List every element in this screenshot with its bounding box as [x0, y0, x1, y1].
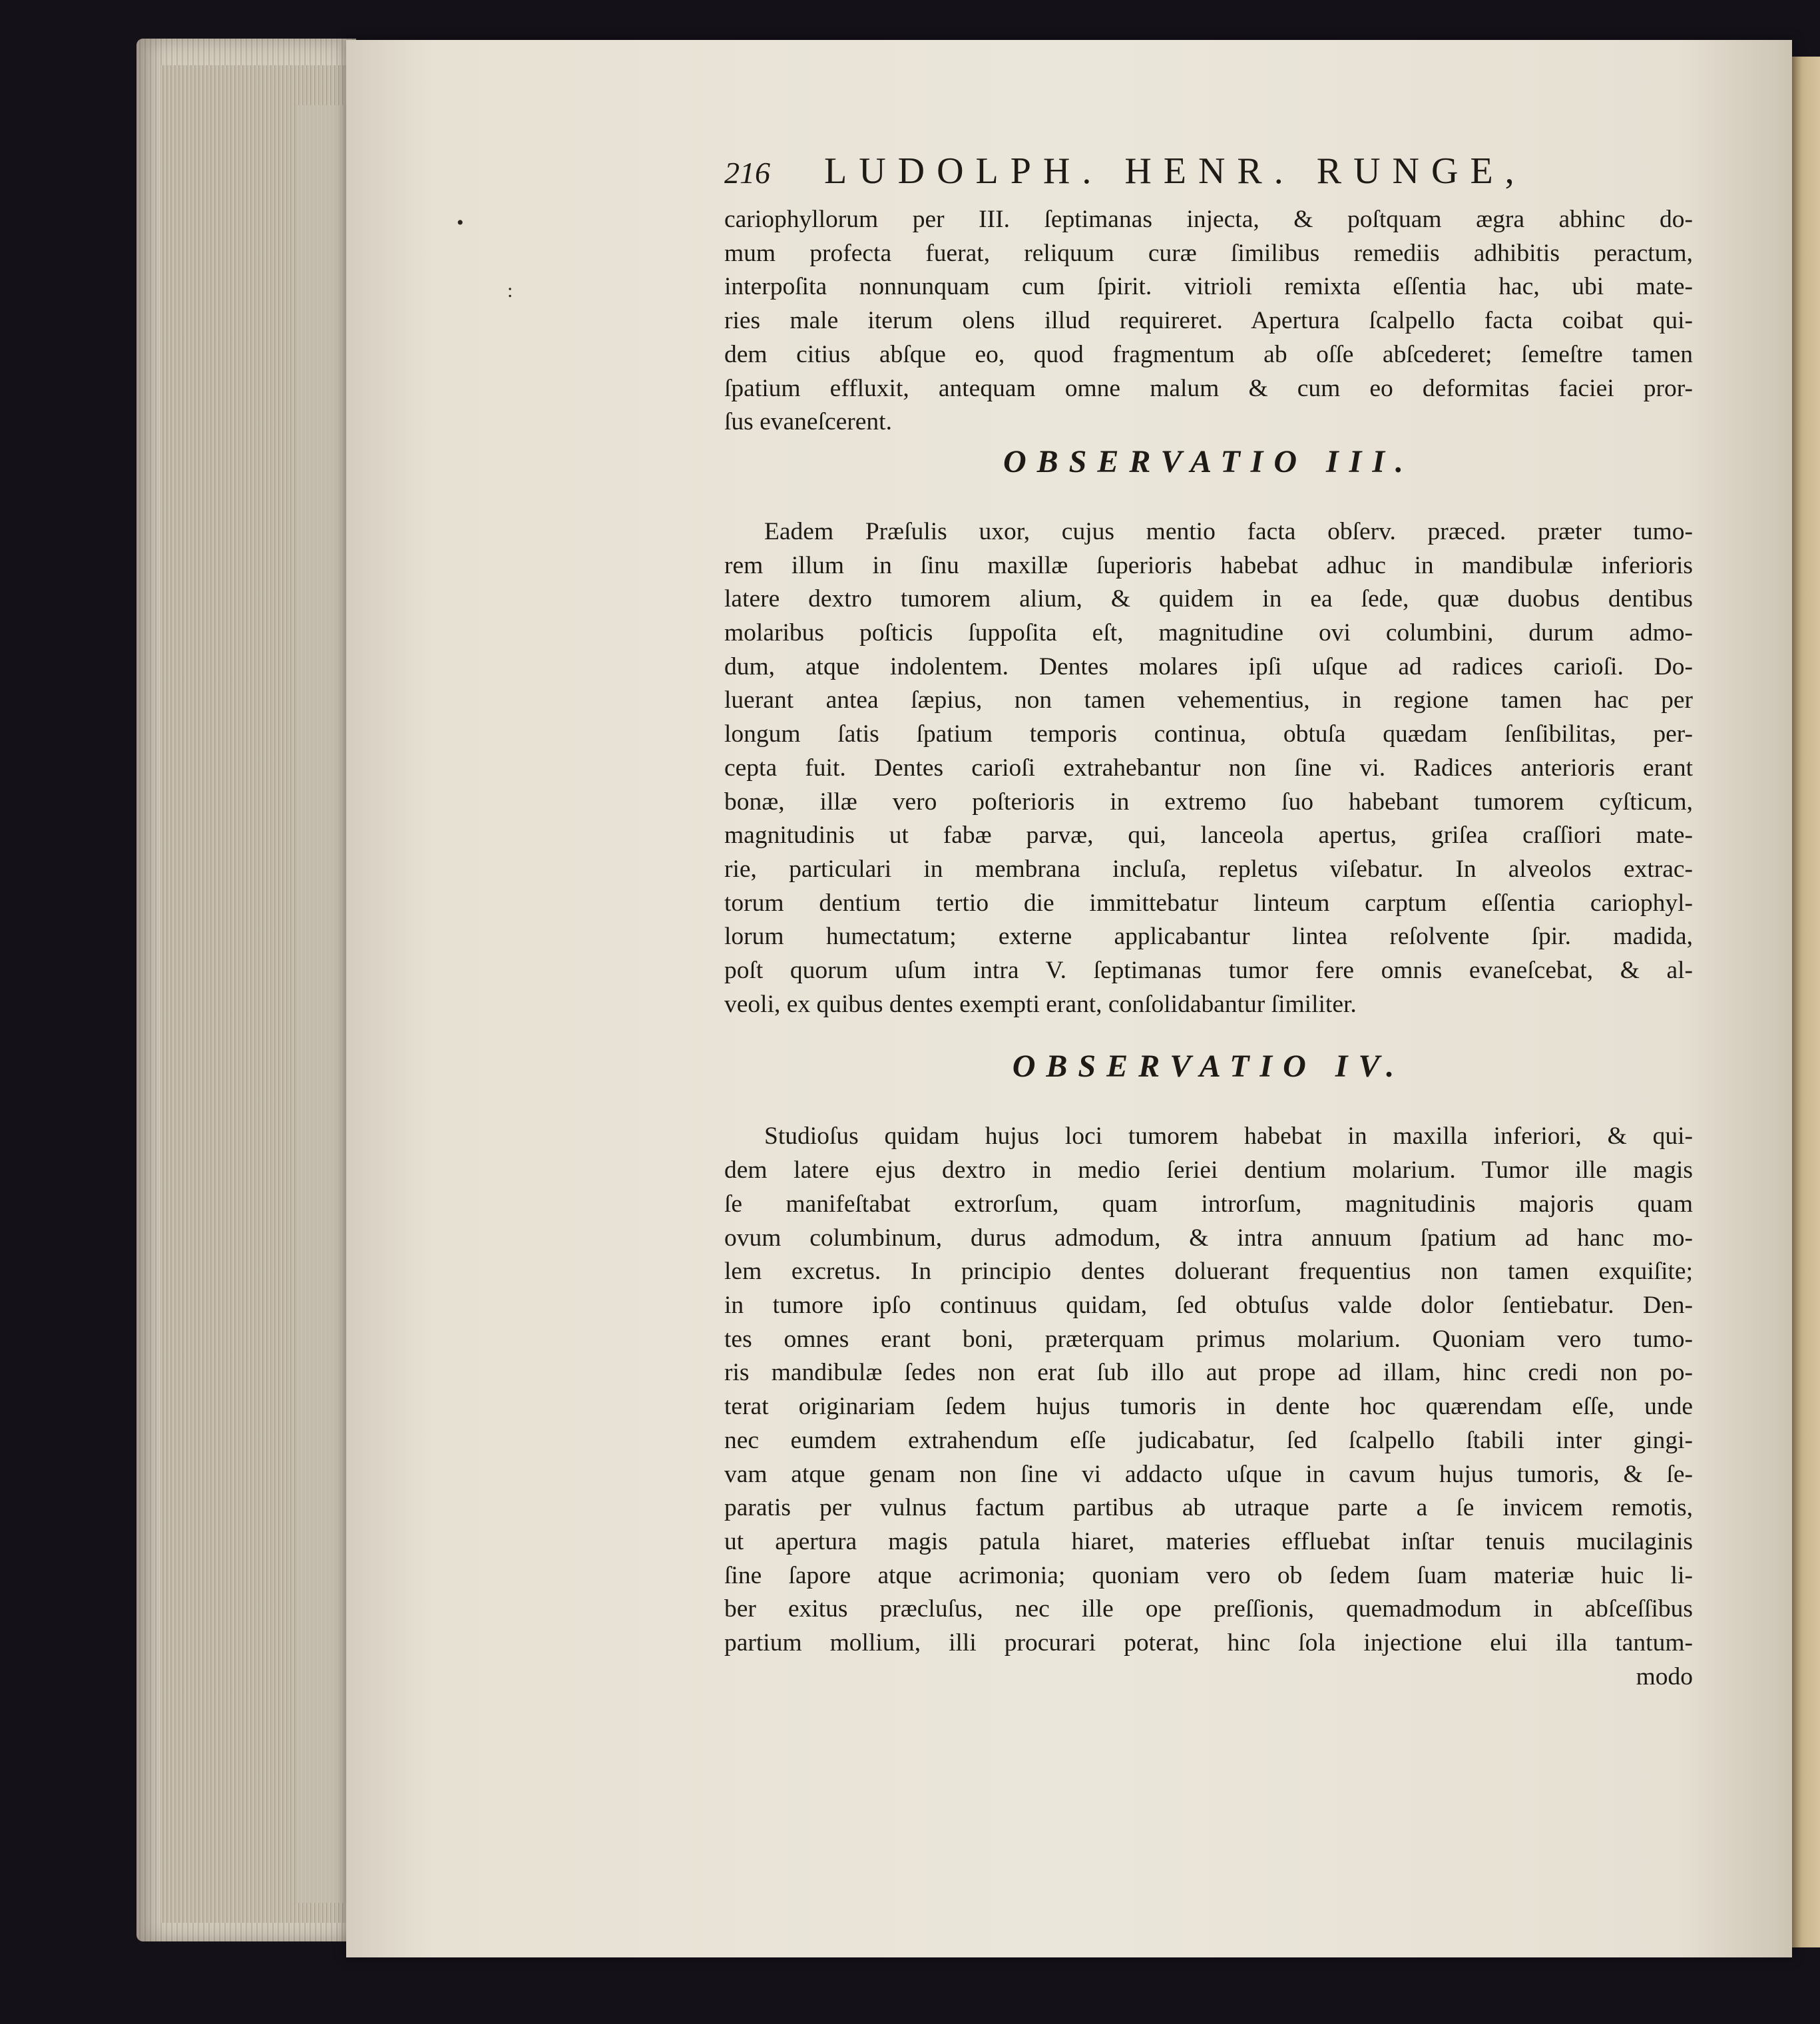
paragraph-1 [724, 203, 1693, 439]
text-line: veoli, ex quibus dentes exempti erant, conſolidabantur ſimiliter. [724, 990, 1357, 1018]
paragraph-2 [724, 515, 1693, 1022]
text-line: cepta fuit. Dentes carioſi extrahebantur non ſine vi. Radices anterioris erant [724, 754, 1693, 782]
text-line: ris mandibulæ ſedes non erat ſub illo aut prope ad illam, hinc credi non po- [724, 1359, 1693, 1387]
text-line: dem citius abſque eo, quod fragmentum ab oſſe abſcederet; ſemeſtre tamen [724, 340, 1693, 368]
section-heading-observatio-iii: OBSERVATIO III. [1003, 443, 1415, 479]
text-line: longum ſatis ſpatium temporis continua, obtuſa quædam ſenſibilitas, per- [724, 720, 1693, 748]
margin-mark: : [507, 280, 513, 302]
text-line: terat originariam ſedem hujus tumoris in dente hoc quærendam eſſe, unde [724, 1393, 1693, 1421]
text-line: cariophyllorum per III. ſeptimanas injecta, & poſtquam ægra abhinc do- [724, 206, 1693, 233]
text-line: magnitudinis ut fabæ parvæ, qui, lanceola apertus, griſea craſſiori mate- [724, 822, 1693, 850]
text-line: latere dextro tumorem alium, & quidem in ea ſede, quæ duobus dentibus [724, 585, 1693, 613]
text-line: mum profecta fuerat, reliquum curæ ſimilibus remediis adhibitis peractum, [724, 239, 1693, 267]
text-line: ries male iterum olens illud requireret. Apertura ſcalpello facta coibat qui- [724, 307, 1693, 335]
text-line: lem excretus. In principio dentes doluerant frequentius non tamen exquiſite; [724, 1258, 1693, 1286]
text-line: torum dentium tertio die immittebatur linteum carptum eſſentia cariophyl- [724, 889, 1693, 917]
text-line: vam atque genam non ſine vi addacto uſque in cavum hujus tumoris, & ſe- [724, 1460, 1693, 1488]
margin-dot: • [457, 212, 464, 234]
text-line: ſine ſapore atque acrimonia; quoniam vero ob ſedem ſuam materiæ huic li- [724, 1561, 1693, 1589]
text-line: bonæ, illæ vero poſterioris in extremo ſuo habebant tumorem cyſticum, [724, 788, 1693, 816]
text-line: Studioſus quidam hujus loci tumorem habebat in maxilla inferiori, & qui- [764, 1123, 1693, 1150]
text-line: dum, atque indolentem. Dentes molares ipſi uſque ad radices carioſi. Do- [724, 652, 1693, 680]
text-line: ſpatium effluxit, antequam omne malum & cum eo deformitas faciei pror- [724, 374, 1693, 402]
text-line: rie, particulari in membrana incluſa, repletus viſebatur. In alveolos extrac- [724, 855, 1693, 883]
text-line: partium mollium, illi procurari poterat, hinc ſola injectione elui illa tantum- [724, 1629, 1693, 1657]
text-line: ut apertura magis patula hiaret, materies effluebat inſtar tenuis mucilaginis [724, 1527, 1693, 1555]
text-line: luerant antea ſæpius, non tamen vehementius, in regione tamen hac per [724, 686, 1693, 714]
text-line: lorum humectatum; externe applicabantur lintea reſolvente ſpir. madida, [724, 923, 1693, 951]
text-line: interpoſita nonnunquam cum ſpirit. vitrioli remixta eſſentia hac, ubi mate- [724, 273, 1693, 301]
running-title: LUDOLPH. HENR. RUNGE, [824, 150, 1526, 192]
page-number: 216 [724, 156, 770, 190]
text-line: ſe manifeſtabat extrorſum, quam introrſum, magnitudinis majoris quam [724, 1190, 1693, 1218]
text-line: poſt quorum uſum intra V. ſeptimanas tumor fere omnis evaneſcebat, & al- [724, 957, 1693, 985]
text-line: Eadem Præſulis uxor, cujus mentio facta obſerv. præced. præter tumo- [764, 517, 1693, 545]
text-line: molaribus poſticis ſuppoſita eſt, magnitudine ovi columbini, durum admo- [724, 619, 1693, 647]
catchword: modo [1636, 1662, 1693, 1690]
text-line: in tumore ipſo continuus quidam, ſed obtuſus valde dolor ſentiebatur. Den- [724, 1291, 1693, 1319]
text-line: ſus evaneſcerent. [724, 408, 892, 436]
text-line: ovum columbinum, durus admodum, & intra annuum ſpatium ad hanc mo- [724, 1224, 1693, 1252]
text-line: rem illum in ſinu maxillæ ſuperioris habebat adhuc in mandibulæ inferioris [724, 551, 1693, 579]
paragraph-3 [724, 1120, 1693, 1694]
adjacent-page-edge [1789, 57, 1820, 1947]
text-line: dem latere ejus dextro in medio ſeriei dentium molarium. Tumor ille magis [724, 1156, 1693, 1184]
page-content [724, 150, 1693, 1694]
text-line: ber exitus præcluſus, nec ille ope preſſionis, quemadmodum in abſceſſibus [724, 1595, 1693, 1623]
text-line: paratis per vulnus factum partibus ab utraque parte a ſe invicem remotis, [724, 1494, 1693, 1522]
text-line: tes omnes erant boni, præterquam primus molarium. Quoniam vero tumo- [724, 1325, 1693, 1353]
text-line: nec eumdem extrahendum eſſe judicabatur, ſed ſcalpello ſtabili inter gingi- [724, 1426, 1693, 1454]
book-page-edges [136, 39, 356, 1941]
running-head [724, 150, 1693, 203]
section-heading-observatio-iv: OBSERVATIO IV. [1012, 1049, 1405, 1085]
